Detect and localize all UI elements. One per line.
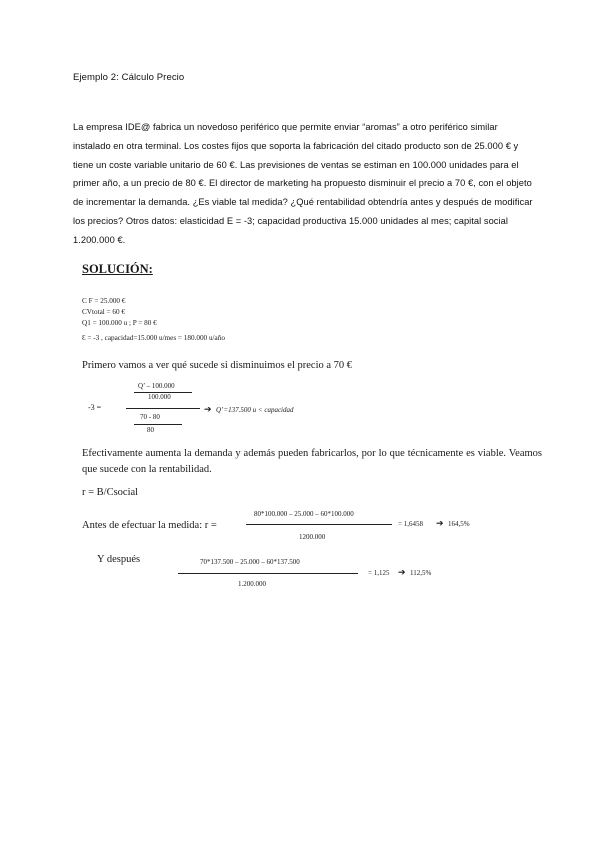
arrow-icon: ➔ xyxy=(204,404,212,414)
page-title: Ejemplo 2: Cálculo Precio xyxy=(73,72,185,83)
after-label: Y después xyxy=(97,554,141,565)
elasticity-denominator-top: 70 - 80 xyxy=(140,413,160,421)
given-quantity-price: Q1 = 100.000 u ; P = 80 € xyxy=(82,319,157,327)
arrow-icon: ➔ xyxy=(436,518,444,528)
elasticity-inner-line-bottom xyxy=(134,424,182,425)
arrow-icon: ➔ xyxy=(398,567,406,577)
elasticity-result: Q’=137.500 u < capacidad xyxy=(216,406,294,414)
given-elasticity-capacity: Ɛ = -3 , capacidad=15.000 u/mes = 180.000 u/año xyxy=(82,334,225,342)
after-denominator: 1.200.000 xyxy=(238,580,266,588)
elasticity-main-line xyxy=(126,408,200,409)
before-numerator: 80*100.000 – 25.000 – 60*100.000 xyxy=(254,510,354,518)
step-one-text: Primero vamos a ver qué sucede si disminuimos el precio a 70 € xyxy=(82,360,353,371)
after-fraction-line xyxy=(178,573,358,574)
before-denominator: 1200.000 xyxy=(299,533,326,541)
profitability-formula: r = B/Csocial xyxy=(82,487,139,498)
before-fraction-line xyxy=(246,524,392,525)
before-label: Antes de efectuar la medida: r = xyxy=(82,520,217,531)
before-result: = 1,6458 xyxy=(398,520,423,528)
problem-statement: La empresa IDE@ fabrica un novedoso periférico que permite enviar “aromas” a otro periférico similar instalado en otra terminal. Los costes fijos que soporta la fabricación del citado producto son de 25.000 € y tiene un coste variable unitario de 60 €. Las previsiones de ventas se estiman en 100.000 unidades para el primer año, a un precio de 80 €. El director de marketing ha propuesto disminuir el precio a 70 €, con el objeto de incrementar la demanda. ¿Es viable tal medida? ¿Qué rentabilidad obtendría antes y después de modificar los precios? Otros datos: elasticidad E = -3; capacidad productiva 15.000 unidades al mes; capital social 1.200.000 €. xyxy=(73,122,533,245)
conclusion-text: Efectivamente aumenta la demanda y además pueden fabricarlos, por lo que técnicamente es viable. Veamos que sucede con la rentabilidad. xyxy=(82,448,542,475)
before-percent: 164,5% xyxy=(448,520,470,528)
elasticity-denominator-bottom: 80 xyxy=(147,426,154,434)
elasticity-numerator-bottom: 100.000 xyxy=(148,393,171,401)
given-fixed-cost: C F = 25.000 € xyxy=(82,297,126,305)
given-variable-cost: CVtotal = 60 € xyxy=(82,308,125,316)
after-percent: 112,5% xyxy=(410,569,432,577)
solution-heading: SOLUCIÓN: xyxy=(82,262,153,276)
elasticity-lhs: -3 = xyxy=(88,403,102,412)
after-numerator: 70*137.500 – 25.000 – 60*137.500 xyxy=(200,558,300,566)
after-result: = 1,125 xyxy=(368,569,390,577)
elasticity-numerator-top: Q’ – 100.000 xyxy=(138,382,175,390)
